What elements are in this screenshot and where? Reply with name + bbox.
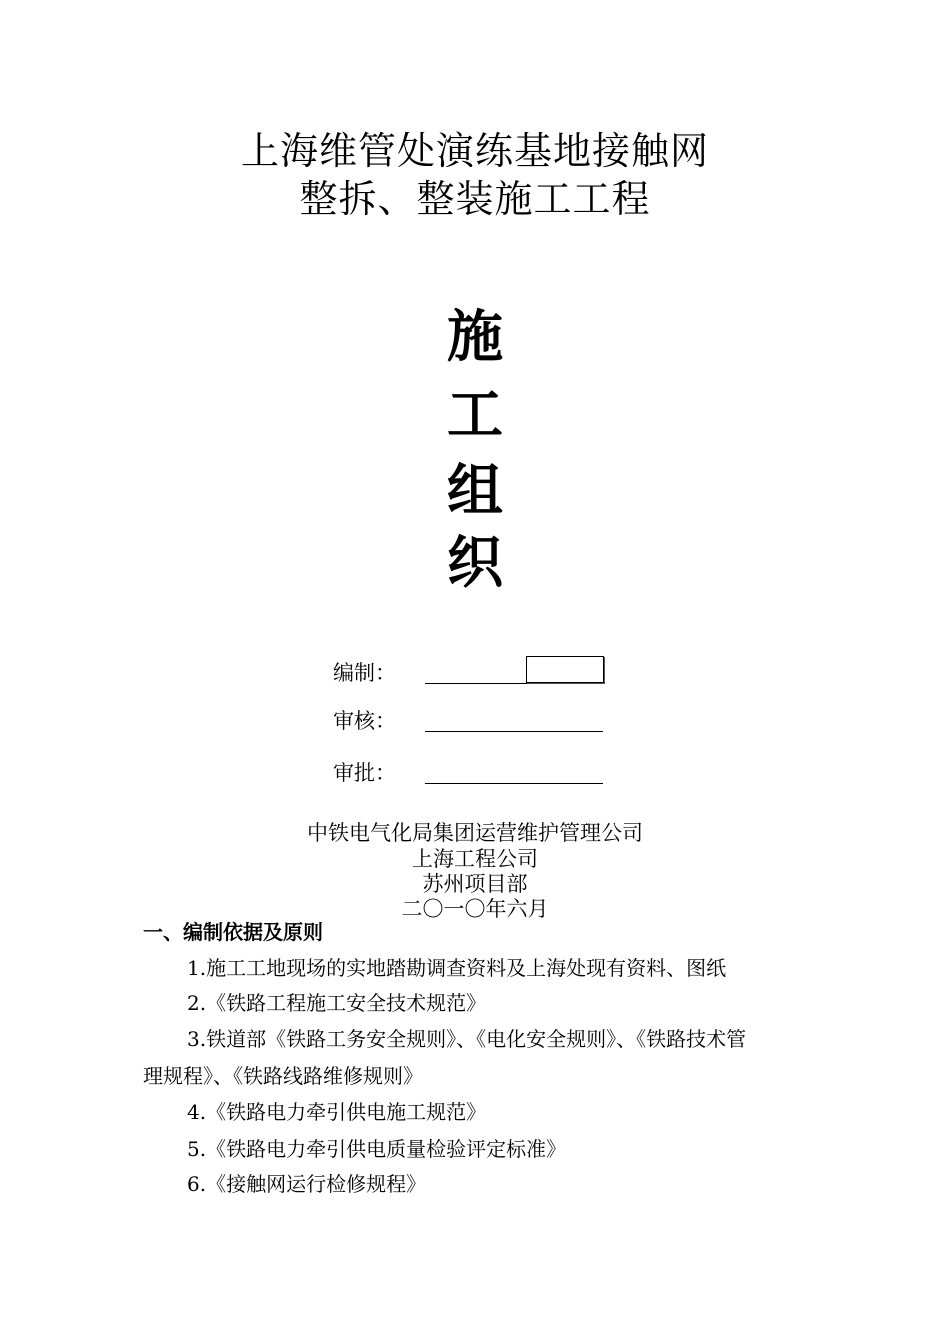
basis-item-3: 3.铁道部《铁路工务安全规则》、《电化安全规则》、《铁路技术管 bbox=[187, 1027, 747, 1051]
review-signature-line[interactable] bbox=[425, 731, 603, 732]
section-heading: 一、编制依据及原则 bbox=[143, 920, 323, 944]
basis-item-5: 5.《铁路电力牵引供电质量检验评定标准》 bbox=[187, 1137, 567, 1161]
document-date: 二〇一〇年六月 bbox=[401, 897, 549, 921]
basis-item-2: 2.《铁路工程施工安全技术规范》 bbox=[187, 991, 487, 1015]
basis-item-3-continued: 理规程》、《铁路线路维修规则》 bbox=[143, 1064, 423, 1088]
basis-item-4: 4.《铁路电力牵引供电施工规范》 bbox=[187, 1100, 487, 1124]
doc-type-char-3: 组 bbox=[447, 459, 503, 524]
compile-label: 编制： bbox=[333, 661, 396, 685]
basis-item-6: 6.《接触网运行检修规程》 bbox=[187, 1172, 427, 1196]
approve-signature-line[interactable] bbox=[425, 783, 603, 784]
compile-signature-box[interactable] bbox=[526, 656, 604, 683]
doc-type-char-1: 施 bbox=[447, 305, 503, 370]
project-title-line-1: 上海维管处演练基地接触网 bbox=[240, 129, 709, 173]
doc-type-char-2: 工 bbox=[447, 383, 503, 448]
approve-label: 审批： bbox=[333, 761, 396, 785]
review-label: 审核： bbox=[333, 709, 396, 733]
project-department: 苏州项目部 bbox=[422, 872, 528, 896]
doc-type-char-4: 织 bbox=[447, 531, 503, 596]
basis-item-1: 1.施工工地现场的实地踏勘调查资料及上海处现有资料、图纸 bbox=[187, 956, 727, 980]
organization-name: 中铁电气化局集团运营维护管理公司 bbox=[307, 821, 643, 845]
project-title-line-2: 整拆、整装施工工程 bbox=[299, 177, 651, 221]
company-name: 上海工程公司 bbox=[412, 847, 538, 871]
compile-signature-line[interactable] bbox=[425, 683, 603, 684]
